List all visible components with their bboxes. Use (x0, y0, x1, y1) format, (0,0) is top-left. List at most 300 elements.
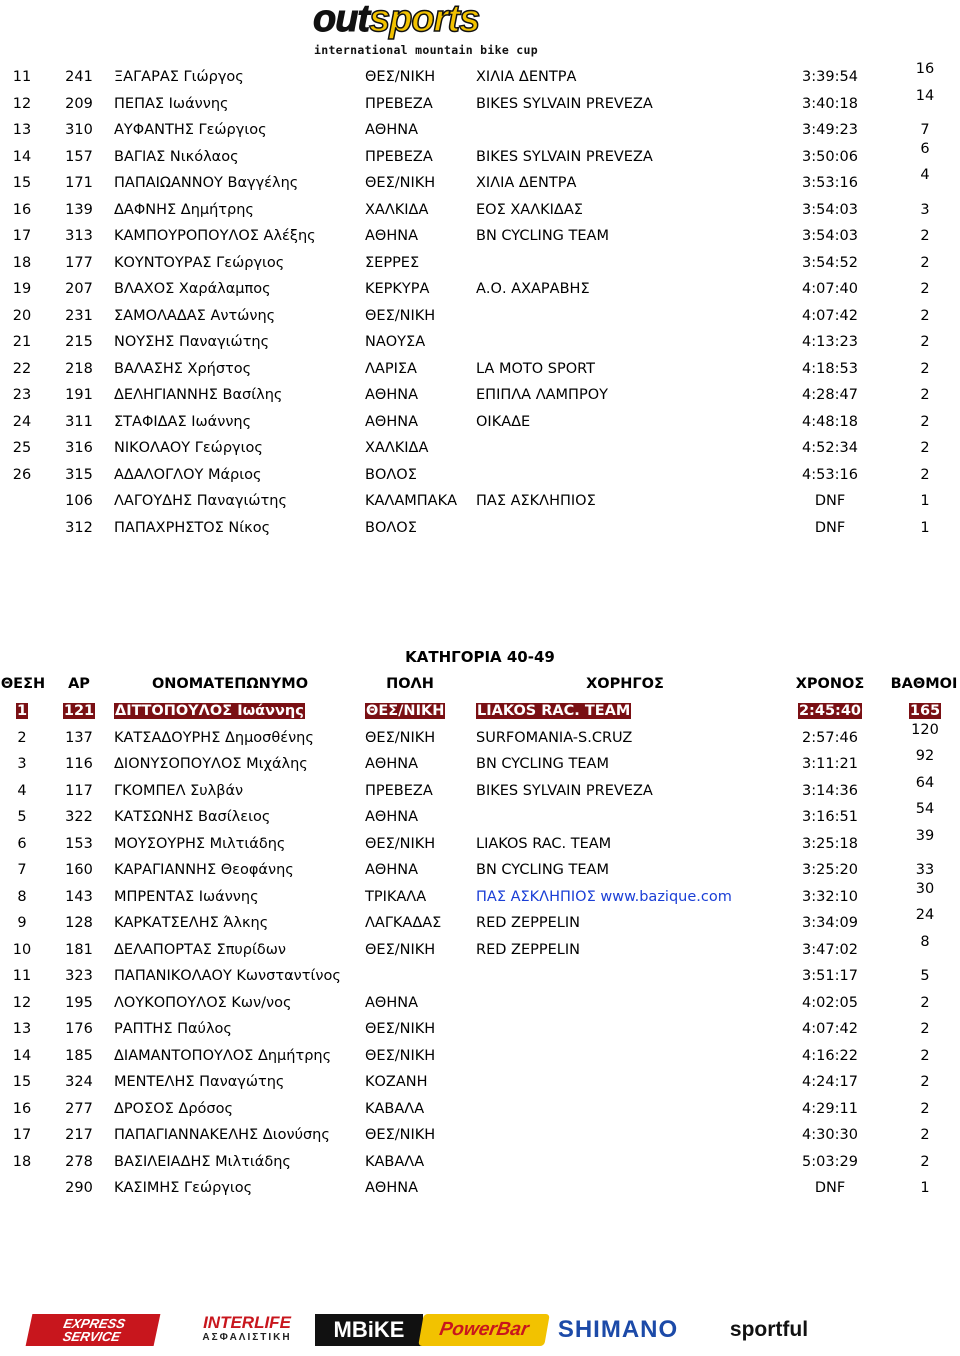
cell-rider-name: ΚΑΜΠΟΥΡΟΠΟΥΛΟΣ Αλέξης (114, 228, 316, 244)
cell-rider-name: ΜΟΥΣΟΥΡΗΣ Μιλτιάδης (114, 835, 286, 852)
cell-time: 3:54:03 (802, 228, 858, 244)
cell-position: 18 (12, 254, 32, 271)
cell-time: 4:16:22 (802, 1047, 858, 1064)
cell-city: ΑΘΗΝΑ (365, 756, 419, 772)
cell-bib-number: 139 (65, 201, 93, 218)
cell-points: 2 (920, 307, 930, 324)
cell-time: 4:29:11 (802, 1100, 858, 1117)
cell-rider-name: ΔΙΑΜΑΝΤΟΠΟΥΛΟΣ Δημήτρης (114, 1047, 332, 1064)
cell-city: ΘΕΣ/ΝΙΚΗ (365, 1021, 436, 1037)
cell-points: 2 (920, 387, 930, 403)
cell-bib-number: 209 (65, 95, 93, 112)
cell-city: ΘΕΣ/ΝΙΚΗ (365, 729, 436, 746)
cell-points: 2 (920, 1127, 930, 1143)
cell-points: 1 (920, 493, 930, 509)
cell-city: ΘΕΣ/ΝΙΚΗ (365, 1047, 436, 1064)
cell-sponsor (476, 703, 631, 719)
cell-position: 9 (17, 915, 27, 931)
cell-time: 3:50:06 (802, 148, 858, 165)
result-row (0, 699, 960, 723)
cell-city: ΑΘΗΝΑ (365, 413, 419, 430)
result-row (0, 907, 960, 935)
cell-rider-name: ΜΕΝΤΕΛΗΣ Παναγώτης (114, 1074, 285, 1090)
cell-position: 14 (12, 1047, 32, 1064)
cell-bib-number: 231 (65, 307, 93, 324)
sponsor-express-service-logo (26, 1314, 161, 1346)
sponsor-strip (25, 1314, 935, 1348)
cell-position: 3 (17, 756, 27, 772)
cell-city: ΠΡΕΒΕΖΑ (365, 95, 433, 112)
cell-rider-name: ΡΑΠΤΗΣ Παύλος (114, 1021, 232, 1037)
cell-city: ΛΑΡΙΣΑ (365, 360, 417, 377)
cell-sponsor: BN CYCLING TEAM (476, 862, 609, 878)
cell-position: 6 (17, 835, 27, 852)
cell-sponsor: ΠΑΣ ΑΣΚΛΗΠΙΟΣ (476, 493, 596, 509)
cell-position: 21 (12, 334, 32, 350)
cell-time: 3:49:23 (802, 122, 858, 138)
header-points: ΒΑΘΜΟΙ (890, 676, 958, 692)
result-row (0, 964, 960, 988)
result-row (0, 118, 960, 142)
result-row (0, 991, 960, 1015)
cell-time: 3:25:20 (802, 862, 858, 878)
result-row (0, 858, 960, 882)
cell-time: 4:07:42 (802, 307, 858, 324)
cell-points: 92 (915, 748, 935, 764)
highlight-position: 1 (16, 703, 28, 719)
header-position: ΘΕΣΗ (0, 676, 46, 692)
cell-time: 3:54:03 (802, 201, 858, 218)
result-row (0, 489, 960, 513)
cell-bib-number: 241 (65, 69, 93, 85)
cell-sponsor: RED ZEPPELIN (476, 941, 580, 958)
sponsor-sportful-logo: sportful (729, 1318, 809, 1341)
cell-rider-name: ΑΔΑΛΟΓΛΟΥ Μάριος (114, 466, 262, 483)
result-row (0, 167, 960, 195)
cell-rider-name: ΠΑΠΑΙΩΑΝΝΟΥ Βαγγέλης (114, 175, 299, 191)
cell-points: 16 (915, 61, 935, 77)
cell-points: 2 (920, 254, 930, 271)
result-row (0, 748, 960, 776)
results-header (0, 676, 960, 698)
cell-bib-number: 311 (65, 413, 93, 430)
sponsor-express-line1: EXPRESS (62, 1316, 127, 1331)
cell-bib-number: 185 (65, 1047, 93, 1064)
cell-points: 4 (920, 167, 930, 183)
category-title: ΚΑΤΗΓΟΡΙΑ 40-49 (405, 648, 555, 666)
cell-time: 4:48:18 (802, 413, 858, 430)
cell-bib-number (62, 703, 96, 719)
cell-position: 17 (12, 1127, 32, 1143)
result-row (0, 224, 960, 248)
cell-bib-number: 137 (65, 729, 93, 746)
cell-position: 11 (12, 69, 32, 85)
cell-points: 5 (920, 968, 930, 984)
cell-bib-number: 310 (65, 122, 93, 138)
cell-time: 4:13:23 (802, 334, 858, 350)
cell-rider-name: ΛΟΥΚΟΠΟΥΛΟΣ Κων/νος (114, 994, 292, 1011)
cell-time: 3:47:02 (802, 941, 858, 958)
cell-time: 3:54:52 (802, 254, 858, 271)
cell-bib-number: 171 (65, 175, 93, 191)
cell-bib-number: 160 (65, 862, 93, 878)
sponsor-shimano-logo: SHIMANO (557, 1316, 679, 1343)
cell-position: 2 (17, 729, 27, 746)
sponsor-mbike-logo: MBiKE (315, 1314, 423, 1346)
cell-sponsor: LA MOTO SPORT (476, 360, 595, 377)
cell-rider-name: ΓΚΟΜΠΕΛ Συλβάν (114, 782, 244, 799)
cell-bib-number: 322 (65, 809, 93, 825)
cell-bib-number: 181 (65, 941, 93, 958)
result-row (0, 436, 960, 460)
cell-rider-name: ΔΕΛΑΠΟΡΤΑΣ Σπυρίδων (114, 941, 287, 958)
cell-rider-name: ΑΥΦΑΝΤΗΣ Γεώργιος (114, 122, 267, 138)
cell-position: 25 (12, 440, 32, 456)
cell-sponsor: RED ZEPPELIN (476, 915, 580, 931)
result-row (0, 277, 960, 301)
cell-bib-number: 215 (65, 334, 93, 350)
sponsor-powerbar-logo: PowerBar (418, 1314, 550, 1346)
result-row (0, 1097, 960, 1121)
cell-sponsor: ΧΙΛΙΑ ΔΕΝΤΡΑ (476, 69, 577, 85)
cell-rider-name (114, 703, 305, 719)
cell-rider-name: ΔΑΦΝΗΣ Δημήτρης (114, 201, 254, 218)
result-row (0, 880, 960, 909)
highlight-sponsor: LIAKOS RAC. TEAM (477, 703, 631, 719)
cell-points: 1 (920, 519, 930, 536)
cell-position: 11 (12, 968, 32, 984)
cell-rider-name: ΚΑΤΣΩΝΗΣ Βασίλειος (114, 809, 271, 825)
cell-sponsor: Α.Ο. ΑΧΑΡΑΒΗΣ (476, 281, 590, 297)
cell-city: ΑΘΗΝΑ (365, 809, 419, 825)
header-time: ΧΡΟΝΟΣ (795, 676, 865, 692)
cell-points: 54 (915, 801, 935, 817)
cell-city: ΚΑΒΑΛΑ (365, 1153, 425, 1170)
cell-sponsor: ΕΠΙΠΛΑ ΛΑΜΠΡΟΥ (476, 387, 608, 403)
result-row (0, 251, 960, 275)
result-row (0, 1150, 960, 1174)
logo-subtitle: international mountain bike cup (314, 43, 538, 57)
cell-city: ΘΕΣ/ΝΙΚΗ (365, 69, 436, 85)
result-row (0, 61, 960, 89)
cell-bib-number: 157 (65, 148, 93, 165)
cell-bib-number: 128 (65, 915, 93, 931)
cell-rider-name: ΠΑΠΑΝΙΚΟΛΑΟΥ Κωνσταντίνος (114, 968, 341, 984)
cell-points: 30 (915, 880, 935, 897)
cell-sponsor: ΕΟΣ ΧΑΛΚΙΔΑΣ (476, 201, 583, 218)
result-row (0, 198, 960, 222)
result-row (0, 801, 960, 829)
cell-points: 2 (920, 413, 930, 430)
cell-time: 3:51:17 (802, 968, 858, 984)
cell-position: 18 (12, 1153, 32, 1170)
logo-wordmark (313, 0, 479, 41)
cell-rider-name: ΚΑΡΑΓΙΑΝΝΗΣ Θεοφάνης (114, 862, 294, 878)
cell-position: 16 (12, 1100, 32, 1117)
cell-points: 2 (920, 1047, 930, 1064)
cell-time: 4:30:30 (802, 1127, 858, 1143)
cell-sponsor: LIAKOS RAC. TEAM (476, 835, 612, 852)
cell-position: 13 (12, 122, 32, 138)
cell-city: ΠΡΕΒΕΖΑ (365, 782, 433, 799)
cell-rider-name: ΒΛΑΧΟΣ Χαράλαμπος (114, 281, 271, 297)
cell-city: ΚΑΒΑΛΑ (365, 1100, 425, 1117)
cell-city (365, 703, 445, 719)
cell-bib-number: 116 (65, 756, 93, 772)
cell-position: 16 (12, 201, 32, 218)
cell-rider-name: ΔΙΟΝΥΣΟΠΟΥΛΟΣ Μιχάλης (114, 756, 308, 772)
header-sponsor: ΧΟΡΗΓΟΣ (586, 676, 664, 692)
logo-sports: sports (369, 0, 480, 40)
logo-out: out (313, 0, 370, 40)
cell-city: ΘΕΣ/ΝΙΚΗ (365, 835, 436, 852)
cell-time: 4:24:17 (802, 1074, 858, 1090)
cell-sponsor: BIKES SYLVAIN PREVEZA (476, 148, 653, 165)
cell-sponsor: BN CYCLING TEAM (476, 228, 609, 244)
sponsor-interlife-logo (172, 1314, 322, 1346)
cell-points: 3 (920, 201, 930, 218)
cell-bib-number: 106 (65, 493, 93, 509)
cell-time: 3:16:51 (802, 809, 858, 825)
cell-city: ΤΡΙΚΑΛΑ (365, 888, 427, 905)
cell-points: 2 (920, 1074, 930, 1090)
cell-position: 15 (12, 1074, 32, 1090)
outsports-logo (313, 0, 539, 57)
cell-time: 4:53:16 (802, 466, 858, 483)
cell-time: 3:11:21 (802, 756, 858, 772)
cell-position: 15 (12, 175, 32, 191)
cell-bib-number: 315 (65, 466, 93, 483)
header-number: ΑΡ (68, 676, 90, 692)
cell-rider-name: ΒΑΛΑΣΗΣ Χρήστος (114, 360, 252, 377)
cell-points: 33 (915, 862, 935, 878)
cell-time: DNF (814, 519, 846, 536)
cell-rider-name: ΛΑΓΟΥΔΗΣ Παναγιώτης (114, 493, 287, 509)
cell-sponsor: SURFOMANIA-S.CRUZ (476, 729, 633, 746)
cell-position: 5 (17, 809, 27, 825)
cell-points: 6 (920, 140, 930, 157)
cell-city: ΧΑΛΚΙΔΑ (365, 440, 429, 456)
cell-sponsor: BIKES SYLVAIN PREVEZA (476, 782, 653, 799)
cell-time: 4:02:05 (802, 994, 858, 1011)
cell-time: 4:07:42 (802, 1021, 858, 1037)
cell-position: 10 (12, 941, 32, 958)
result-row (0, 140, 960, 169)
cell-points: 2 (920, 440, 930, 456)
result-row (0, 1123, 960, 1147)
sponsor-interlife-sub: ΑΣΦΑΛΙΣΤΙΚΗ (202, 1332, 292, 1343)
cell-rider-name: ΠΑΠΑΧΡΗΣΤΟΣ Νίκος (114, 519, 271, 536)
cell-points: 2 (920, 1153, 930, 1170)
cell-sponsor: BN CYCLING TEAM (476, 756, 609, 772)
cell-time: 4:52:34 (802, 440, 858, 456)
cell-city: ΑΘΗΝΑ (365, 994, 419, 1011)
cell-bib-number: 153 (65, 835, 93, 852)
cell-bib-number: 191 (65, 387, 93, 403)
cell-points: 2 (920, 334, 930, 350)
cell-rider-name: ΚΑΡΚΑΤΣΕΛΗΣ Άλκης (114, 915, 269, 931)
cell-time (780, 703, 880, 719)
result-row (0, 1070, 960, 1094)
cell-time: DNF (814, 493, 846, 509)
cell-rider-name: ΠΕΠΑΣ Ιωάννης (114, 95, 229, 112)
cell-rider-name: ΒΑΣΙΛΕΙΑΔΗΣ Μιλτιάδης (114, 1153, 291, 1170)
cell-time: 4:28:47 (802, 387, 858, 403)
result-row (0, 933, 960, 962)
cell-position: 7 (17, 862, 27, 878)
cell-city: ΝΑΟΥΣΑ (365, 334, 426, 350)
cell-city: ΑΘΗΝΑ (365, 122, 419, 138)
cell-position: 17 (12, 228, 32, 244)
cell-points: 8 (920, 933, 930, 950)
cell-points: 2 (920, 360, 930, 377)
cell-points: 1 (920, 1180, 930, 1196)
sponsor-interlife-name: INTERLIFE (203, 1313, 291, 1332)
cell-city: ΣΕΡΡΕΣ (365, 254, 420, 271)
cell-time: 2:57:46 (802, 729, 858, 746)
cell-city: ΘΕΣ/ΝΙΚΗ (365, 307, 436, 324)
cell-sponsor: ΟΙΚΑΔΕ (476, 413, 531, 430)
cell-rider-name: ΔΕΛΗΓΙΑΝΝΗΣ Βασίλης (114, 387, 283, 403)
cell-points: 7 (920, 122, 930, 138)
highlight-points: 165 (909, 703, 941, 719)
result-row (0, 1044, 960, 1068)
cell-sponsor: BIKES SYLVAIN PREVEZA (476, 95, 653, 112)
cell-bib-number: 278 (65, 1153, 93, 1170)
cell-bib-number: 177 (65, 254, 93, 271)
cell-rider-name: ΞΑΓΑΡΑΣ Γιώργος (114, 69, 244, 85)
highlight-rider-name: ΔΙΤΤΟΠΟΥΛΟΣ Ιωάννης (115, 703, 304, 719)
cell-sponsor: ΧΙΛΙΑ ΔΕΝΤΡΑ (476, 175, 577, 191)
cell-rider-name: ΚΑΤΣΑΔΟΥΡΗΣ Δημοσθένης (114, 729, 314, 746)
cell-rider-name: ΔΡΟΣΟΣ Δρόσος (114, 1100, 233, 1117)
cell-bib-number: 312 (65, 519, 93, 536)
header-city: ΠΟΛΗ (386, 676, 434, 692)
cell-bib-number: 323 (65, 968, 93, 984)
cell-position: 20 (12, 307, 32, 324)
cell-city: ΒΟΛΟΣ (365, 519, 417, 536)
cell-time: 3:14:36 (802, 782, 858, 799)
cell-position: 4 (17, 782, 27, 799)
cell-points: 2 (920, 1100, 930, 1117)
cell-bib-number: 277 (65, 1100, 93, 1117)
cell-rider-name: ΒΑΓΙΑΣ Νικόλαος (114, 148, 239, 165)
result-row (0, 721, 960, 750)
result-row (0, 516, 960, 540)
cell-rider-name: ΝΟΥΣΗΣ Παναγιώτης (114, 334, 270, 350)
highlight-bib-number: 121 (63, 703, 95, 719)
cell-position: 19 (12, 281, 32, 297)
cell-city: ΘΕΣ/ΝΙΚΗ (365, 175, 436, 191)
result-row (0, 330, 960, 354)
cell-bib-number: 313 (65, 228, 93, 244)
cell-bib-number: 195 (65, 994, 93, 1011)
cell-city: ΒΟΛΟΣ (365, 466, 417, 483)
cell-points: 2 (920, 994, 930, 1011)
cell-points: 2 (920, 228, 930, 244)
cell-city: ΚΕΡΚΥΡΑ (365, 281, 430, 297)
highlight-city: ΘΕΣ/ΝΙΚΗ (366, 703, 445, 719)
cell-position: 14 (12, 148, 32, 165)
cell-points: 39 (915, 827, 935, 844)
cell-position: 8 (17, 888, 27, 905)
cell-city: ΚΟΖΑΝΗ (365, 1074, 428, 1090)
cell-city: ΧΑΛΚΙΔΑ (365, 201, 429, 218)
result-row (0, 1017, 960, 1041)
cell-city: ΚΑΛΑΜΠΑΚΑ (365, 493, 458, 509)
header-name: ΟΝΟΜΑΤΕΠΩΝΥΜΟ (151, 676, 309, 692)
cell-position: 13 (12, 1021, 32, 1037)
cell-time: 3:53:16 (802, 175, 858, 191)
cell-rider-name: ΚΑΣΙΜΗΣ Γεώργιος (114, 1180, 253, 1196)
cell-time: DNF (814, 1180, 846, 1196)
cell-points: 2 (920, 466, 930, 483)
cell-position: 24 (12, 413, 32, 430)
cell-time: 3:32:10 (802, 888, 858, 905)
result-row (0, 87, 960, 116)
cell-city: ΑΘΗΝΑ (365, 387, 419, 403)
cell-points: 2 (920, 1021, 930, 1037)
cell-points (895, 703, 955, 719)
cell-city: ΘΕΣ/ΝΙΚΗ (365, 1127, 436, 1143)
cell-city: ΘΕΣ/ΝΙΚΗ (365, 941, 436, 958)
cell-rider-name: ΠΑΠΑΓΙΑΝΝΑΚΕΛΗΣ Διονύσης (114, 1127, 330, 1143)
cell-bib-number: 176 (65, 1021, 93, 1037)
cell-bib-number: 324 (65, 1074, 93, 1090)
cell-bib-number: 207 (65, 281, 93, 297)
cell-time: 5:03:29 (802, 1153, 858, 1170)
cell-time: 4:18:53 (802, 360, 858, 377)
cell-time: 3:25:18 (802, 835, 858, 852)
cell-bib-number: 143 (65, 888, 93, 905)
cell-position: 12 (12, 994, 32, 1011)
cell-city: ΑΘΗΝΑ (365, 862, 419, 878)
cell-bib-number: 316 (65, 440, 93, 456)
cell-position: 12 (12, 95, 32, 112)
cell-time: 3:34:09 (802, 915, 858, 931)
result-row (0, 827, 960, 856)
cell-bib-number: 217 (65, 1127, 93, 1143)
cell-rider-name: ΣΤΑΦΙΔΑΣ Ιωάννης (114, 413, 252, 430)
cell-time: 3:39:54 (802, 69, 858, 85)
cell-rider-name: ΣΑΜΟΛΑΔΑΣ Αντώνης (114, 307, 276, 324)
cell-bib-number: 290 (65, 1180, 93, 1196)
cell-position (0, 703, 44, 719)
cell-city: ΠΡΕΒΕΖΑ (365, 148, 433, 165)
cell-bib-number: 218 (65, 360, 93, 377)
cell-city: ΑΘΗΝΑ (365, 228, 419, 244)
result-row (0, 357, 960, 381)
cell-rider-name: ΚΟΥΝΤΟΥΡΑΣ Γεώργιος (114, 254, 285, 271)
result-row (0, 304, 960, 328)
result-row (0, 774, 960, 803)
result-row (0, 463, 960, 487)
cell-points: 24 (915, 907, 935, 923)
cell-position: 23 (12, 387, 32, 403)
cell-points: 14 (915, 87, 935, 104)
cell-city: ΑΘΗΝΑ (365, 1180, 419, 1196)
cell-sponsor[interactable]: ΠΑΣ ΑΣΚΛΗΠΙΟΣ www.bazique.com (476, 888, 732, 905)
cell-position: 26 (12, 466, 32, 483)
cell-points: 120 (911, 721, 939, 738)
cell-points: 64 (915, 774, 935, 791)
result-row (0, 410, 960, 434)
result-row (0, 383, 960, 407)
cell-time: 3:40:18 (802, 95, 858, 112)
cell-city: ΛΑΓΚΑΔΑΣ (365, 915, 442, 931)
sponsor-express-line2: SERVICE (61, 1329, 122, 1344)
cell-rider-name: ΝΙΚΟΛΑΟΥ Γεώργιος (114, 440, 263, 456)
